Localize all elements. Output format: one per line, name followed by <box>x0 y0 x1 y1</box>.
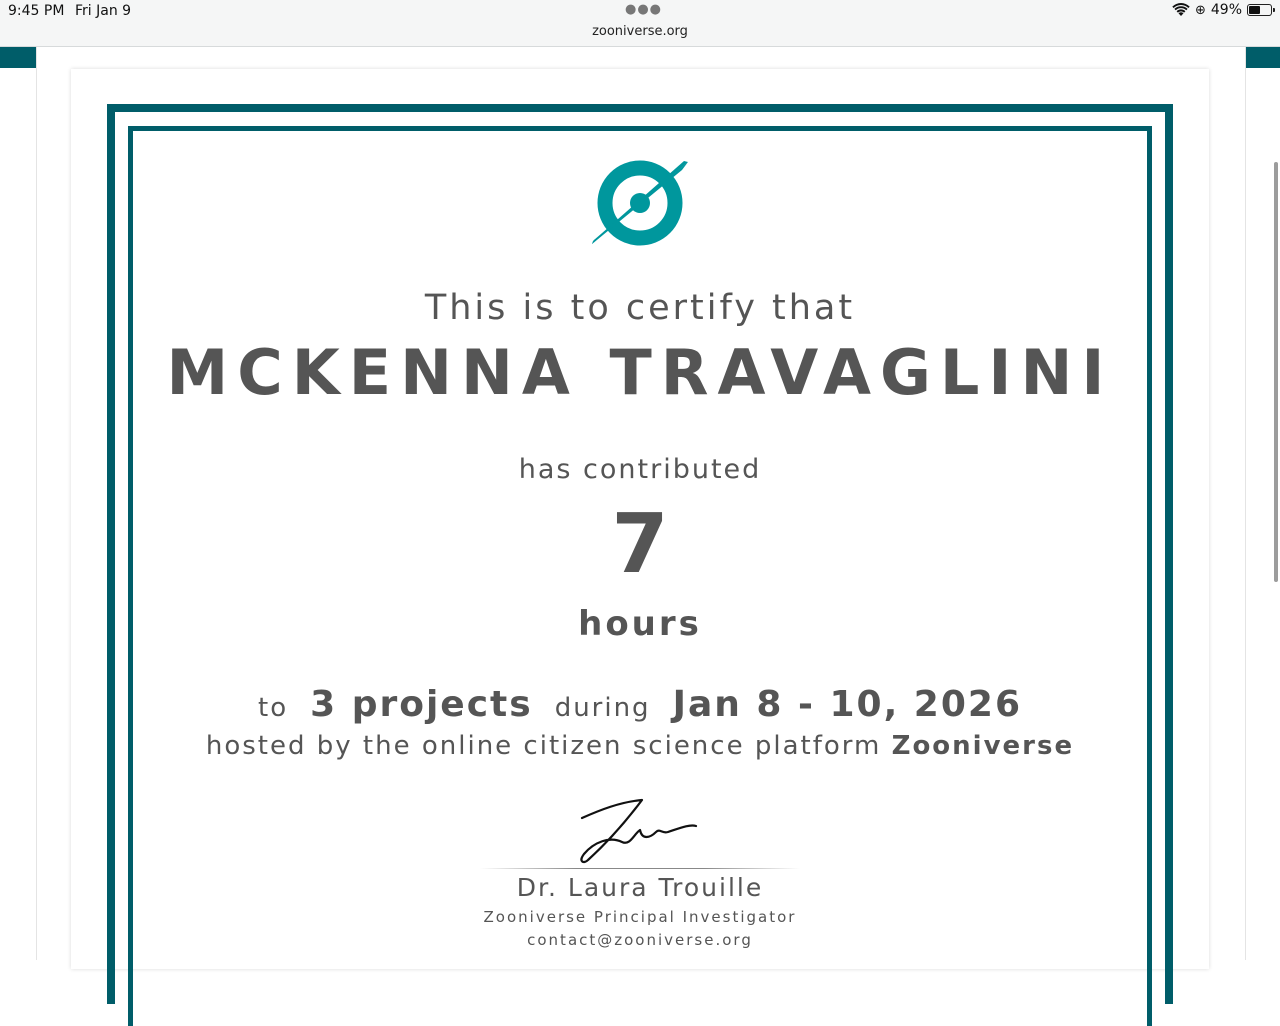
contact-email[interactable]: contact@zooniverse.org <box>527 931 753 949</box>
battery-icon <box>1247 4 1272 16</box>
hours-value: 7 <box>611 497 669 592</box>
status-date: Fri Jan 9 <box>75 3 132 19</box>
projects-count: 3 projects <box>310 684 533 725</box>
status-indicators <box>1172 2 1272 18</box>
date-range: Jan 8 - 10, 2026 <box>672 684 1022 725</box>
certify-heading: This is to certify that <box>424 288 856 328</box>
platform-name: Zooniverse <box>891 731 1075 761</box>
signer-name: Dr. Laura Trouille <box>516 873 764 902</box>
header-band-right <box>1244 47 1280 68</box>
hosted-line <box>0 731 1280 761</box>
contributed-label: has contributed <box>518 454 762 485</box>
battery-fill <box>1249 6 1260 14</box>
status-bar <box>0 0 1280 47</box>
zooniverse-logo-icon <box>590 158 690 248</box>
wifi-icon <box>1172 3 1190 17</box>
header-band-left <box>0 47 36 68</box>
signature-line <box>480 868 800 869</box>
projects-line <box>0 684 1280 725</box>
hosted-text: hosted by the online citizen science platform <box>205 731 882 761</box>
multitasking-dots-icon[interactable]: ●●● <box>625 2 663 17</box>
status-time: 9:45 PM <box>8 3 65 19</box>
signature-image <box>570 796 710 868</box>
battery-percent: 49% <box>1210 2 1242 18</box>
hours-label: hours <box>578 604 702 644</box>
signer-title: Zooniverse Principal Investigator <box>483 908 797 926</box>
lock-rotation-icon: ⊕ <box>1194 2 1206 18</box>
to-label: to <box>258 693 289 723</box>
recipient-name: MCKENNA TRAVAGLINI <box>166 336 1114 409</box>
address-bar-url[interactable]: zooniverse.org <box>592 24 688 39</box>
during-label: during <box>554 693 651 723</box>
